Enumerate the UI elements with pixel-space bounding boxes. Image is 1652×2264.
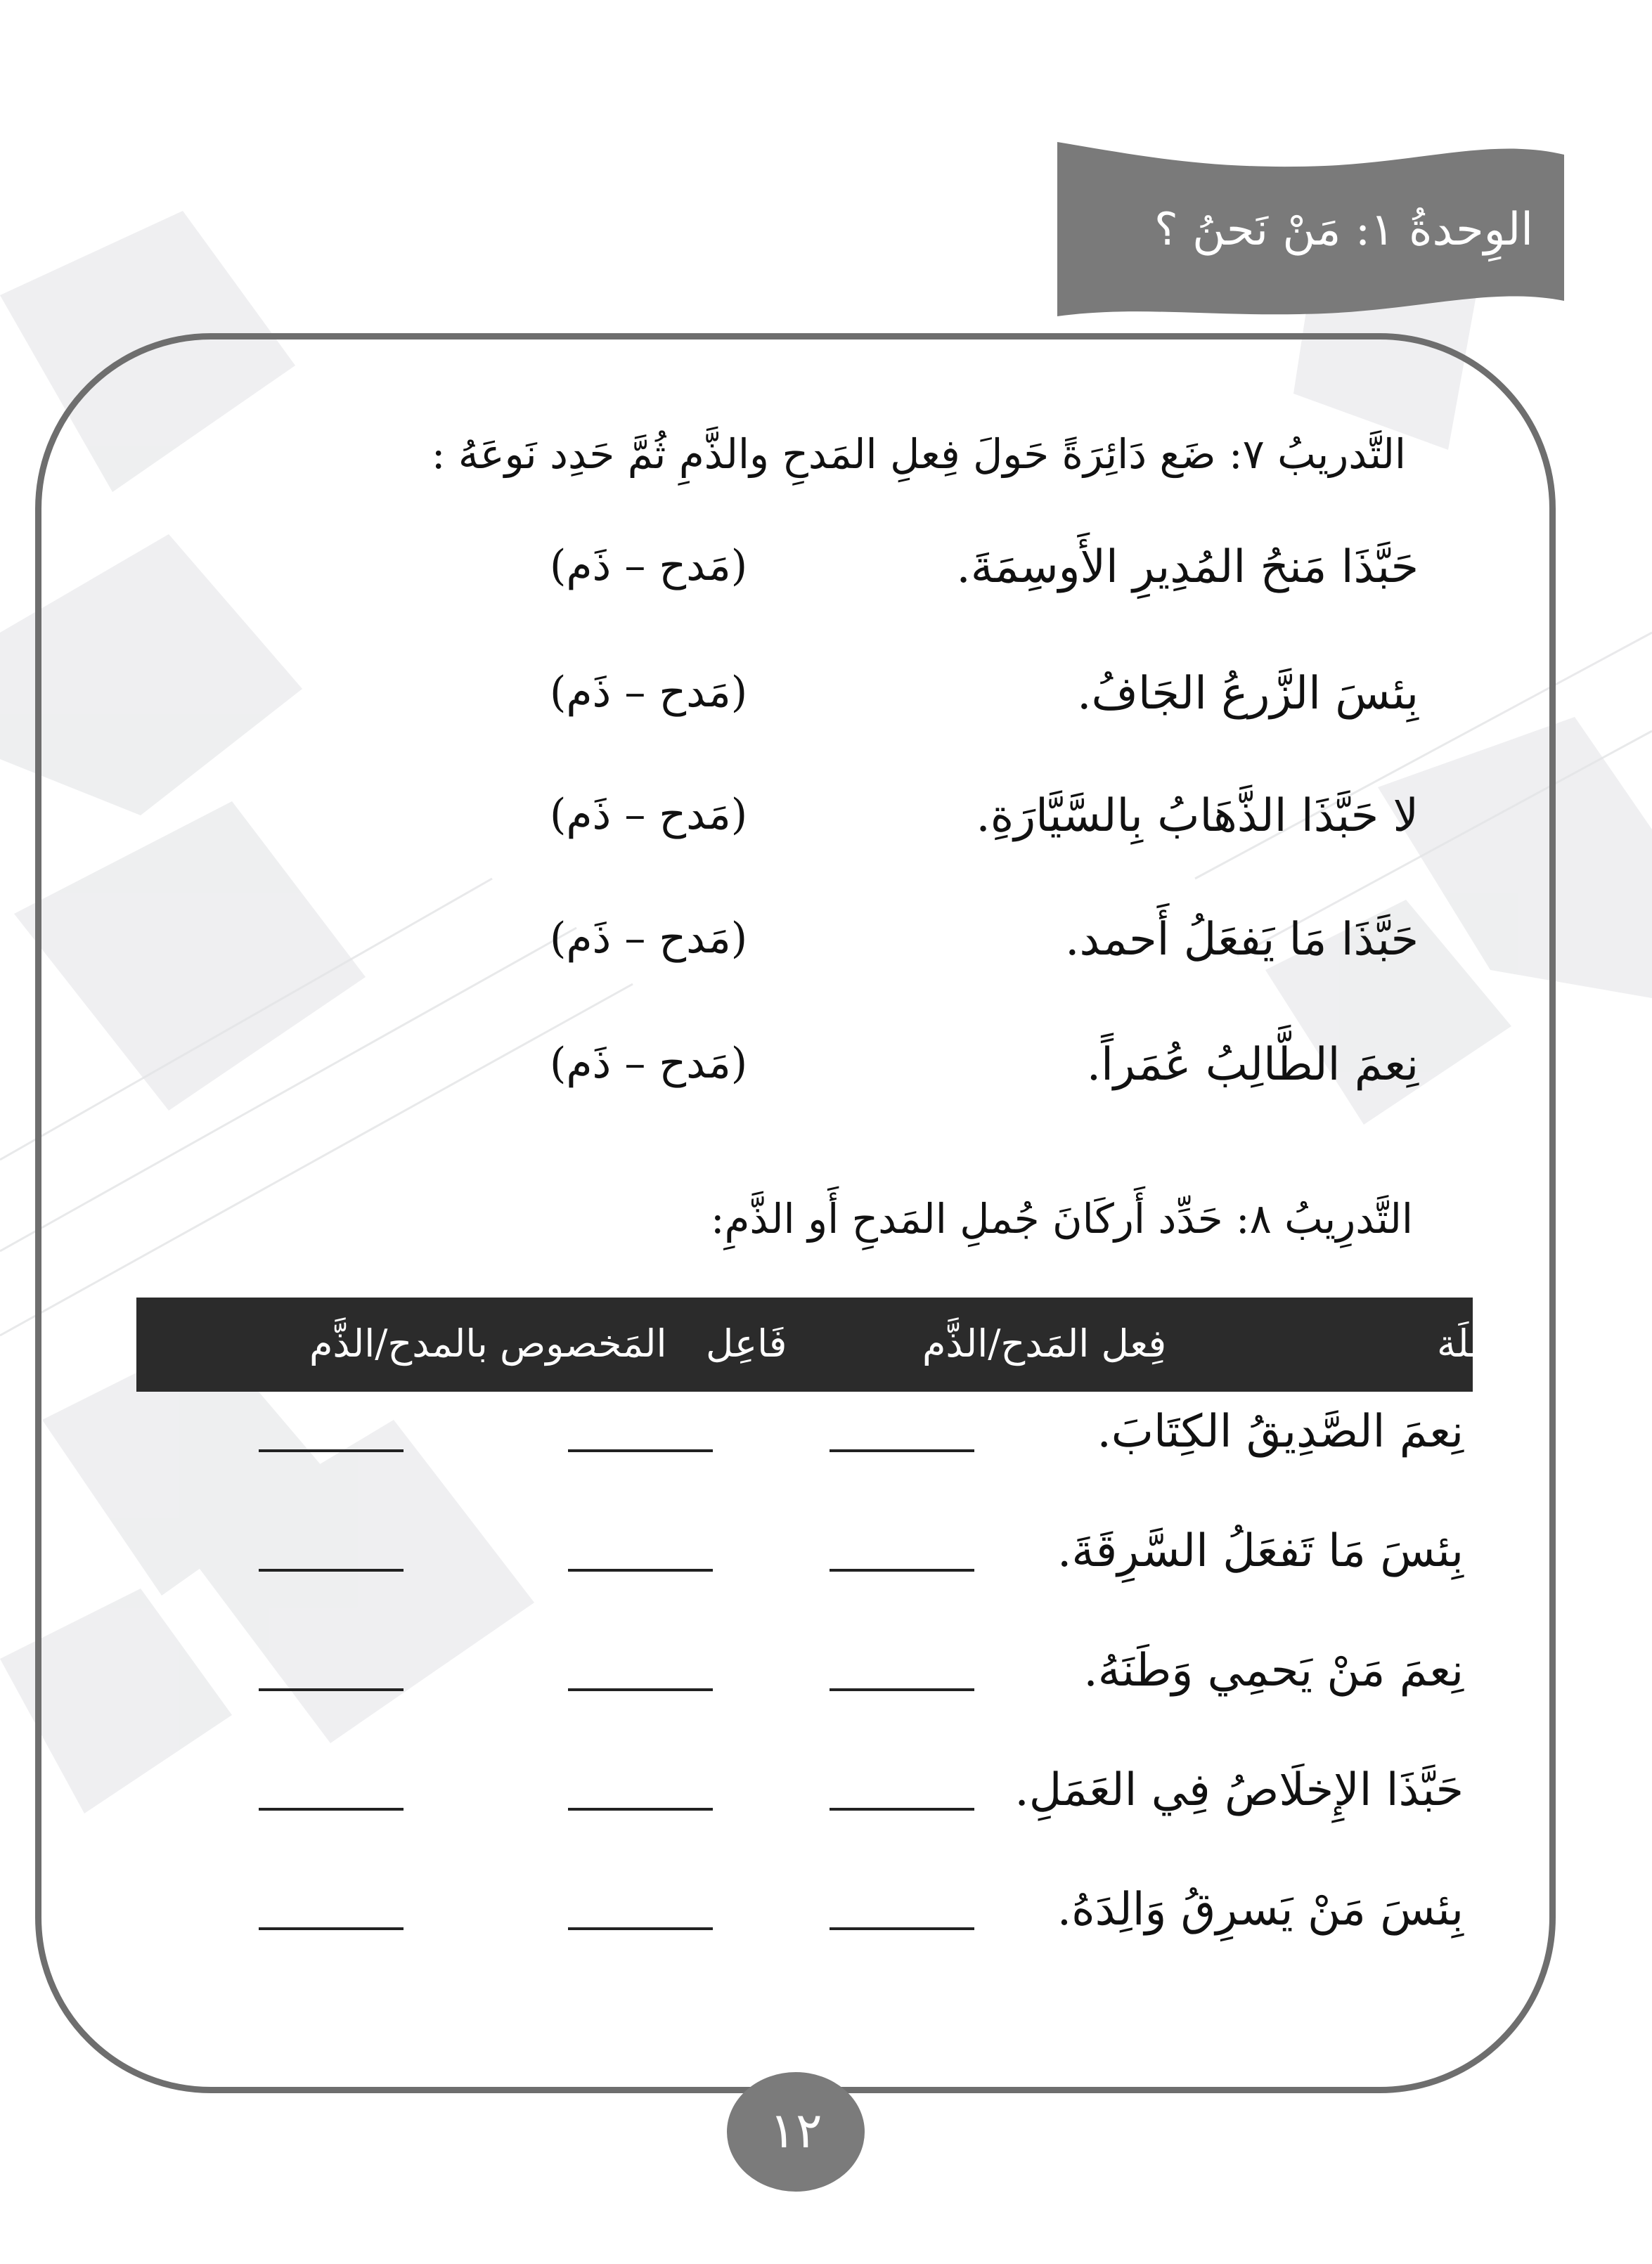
exercise-7-row [0, 790, 1652, 860]
specific-answer-blank[interactable] [259, 1808, 404, 1811]
unit-title: الوِحدةُ ١: مَنْ نَحنُ ؟ [1154, 204, 1533, 256]
table-row [0, 1645, 1652, 1722]
exercise-7-sentence: بِئسَ الزَّرعُ الجَافُ. [1077, 668, 1419, 720]
exercise-7-sentence: حَبَّذَا مَنحُ المُدِيرِ الأَوسِمَةَ. [956, 541, 1419, 593]
specific-answer-blank[interactable] [259, 1569, 404, 1572]
exercise-7-sentence: نِعمَ الطَّالِبُ عُمَراً. [1086, 1039, 1419, 1091]
table-row [0, 1525, 1652, 1603]
exercise-7-row [0, 541, 1652, 612]
table-row-sentence: بِئسَ مَا تَفعَلُ السَّرِقَةَ. [1057, 1525, 1464, 1577]
exercise-7-row [0, 914, 1652, 984]
table-row [0, 1884, 1652, 1961]
subject-answer-blank[interactable] [568, 1449, 713, 1452]
verb-answer-blank[interactable] [830, 1688, 974, 1691]
verb-answer-blank[interactable] [830, 1927, 974, 1930]
praise-blame-options[interactable]: (مَدح – ذَم) [550, 1039, 748, 1088]
table-row-sentence: حَبَّذَا الإِخلَاصُ فِي العَمَلِ. [1014, 1764, 1464, 1816]
specific-answer-blank[interactable] [259, 1927, 404, 1930]
column-header-sentence: جُملَة [1437, 1321, 1516, 1366]
table-row-sentence: بِئسَ مَنْ يَسرِقُ وَالِدَهُ. [1057, 1884, 1464, 1936]
verb-answer-blank[interactable] [830, 1449, 974, 1452]
praise-blame-options[interactable]: (مَدح – ذَم) [550, 541, 748, 590]
verb-answer-blank[interactable] [830, 1569, 974, 1572]
exercise-7-title: التَّدريبُ ٧: ضَع دَائِرَةً حَولَ فِعلِ المَدحِ والذَّمِ ثُمَّ حَدِد نَوعَهُ : [431, 430, 1406, 478]
column-header-verb: فِعل المَدح/الذَّم [922, 1321, 1167, 1366]
unit-banner [1057, 142, 1564, 318]
verb-answer-blank[interactable] [830, 1808, 974, 1811]
page-number-badge [727, 2072, 865, 2192]
column-header-specific: المَخصوص بالمدح/الذَّم [309, 1321, 667, 1366]
column-header-subject: فَاعِل [706, 1321, 787, 1366]
table-row-sentence: نِعمَ مَنْ يَحمِي وَطَنَهُ. [1083, 1645, 1464, 1697]
exercise-8-title: التَّدرِيبُ ٨: حَدِّد أَركَانَ جُملِ المَدحِ أَو الذَّمِ: [710, 1195, 1413, 1243]
table-row [0, 1406, 1652, 1483]
subject-answer-blank[interactable] [568, 1569, 713, 1572]
praise-blame-options[interactable]: (مَدح – ذَم) [550, 914, 748, 963]
specific-answer-blank[interactable] [259, 1688, 404, 1691]
table-row-sentence: نِعمَ الصَّدِيقُ الكِتَابَ. [1097, 1406, 1464, 1458]
table-row [0, 1764, 1652, 1842]
praise-blame-options[interactable]: (مَدح – ذَم) [550, 668, 748, 717]
subject-answer-blank[interactable] [568, 1808, 713, 1811]
praise-blame-options[interactable]: (مَدح – ذَم) [550, 790, 748, 839]
exercise-7-sentence: حَبَّذَا مَا يَفعَلُ أَحمد. [1065, 914, 1419, 966]
exercise-7-row [0, 1039, 1652, 1109]
subject-answer-blank[interactable] [568, 1688, 713, 1691]
subject-answer-blank[interactable] [568, 1927, 713, 1930]
exercise-7-row [0, 668, 1652, 738]
page-number: ١٢ [769, 2102, 822, 2159]
specific-answer-blank[interactable] [259, 1449, 404, 1452]
exercise-7-sentence: لا حَبَّذَا الذَّهَابُ بِالسَّيَّارَةِ. [976, 790, 1419, 842]
table-header [136, 1298, 1516, 1392]
